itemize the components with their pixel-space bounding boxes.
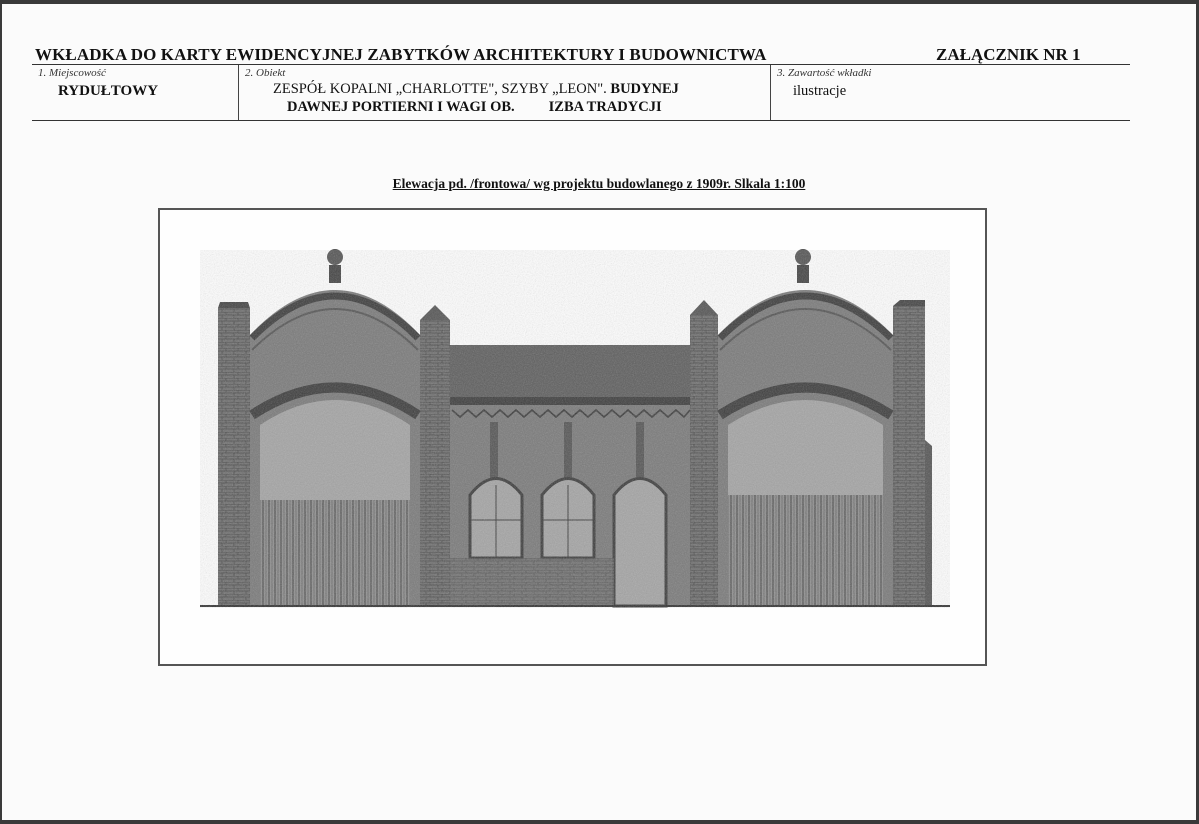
elevation-frame: [158, 208, 987, 666]
field-object-line1: [273, 81, 679, 98]
annex-label: ZAŁĄCZNIK NR 1: [936, 45, 1081, 64]
field-object-line2-b: IZBA TRADYCJI: [548, 99, 662, 115]
elevation-drawing: [160, 210, 985, 664]
field-location: [32, 65, 238, 120]
document-sheet: [2, 4, 1196, 820]
document-title: WKŁADKA DO KARTY EWIDENCYJNEJ ZABYTKÓW ARCHITEKTURY I BUDOWNICTWA: [35, 45, 767, 64]
field-object-line2-a: DAWNEJ PORTIERNI I WAGI OB.: [287, 99, 515, 115]
field-object-label: 2. Obiekt: [245, 67, 286, 79]
field-contents-value: ilustracje: [793, 83, 847, 99]
field-contents-label: 3. Zawartość wkładki: [777, 67, 872, 79]
figure-caption: Elewacja pd. /frontowa/ wg projektu budowlanego z 1909r. Slkala 1:100: [392, 176, 806, 191]
field-location-label: 1. Miejscowość: [38, 67, 106, 79]
header-table: [32, 64, 1130, 121]
field-object-line1-regular: ZESPÓŁ KOPALNI „CHARLOTTE", SZYBY „LEON".: [273, 81, 607, 97]
field-object: [238, 65, 771, 120]
field-contents: [770, 65, 1131, 120]
field-object-line2: [287, 99, 662, 116]
field-location-value: RYDUŁTOWY: [58, 83, 159, 99]
field-object-line1-bold: BUDYNEJ: [610, 81, 679, 97]
